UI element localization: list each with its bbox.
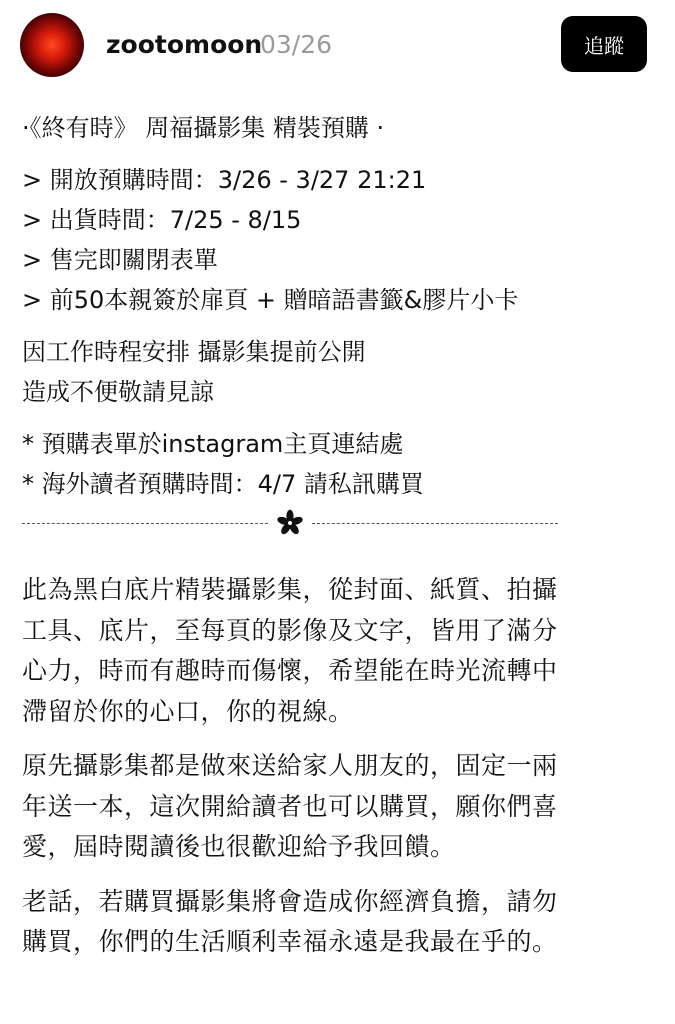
info-line: > 出貨時間：7/25 - 8/15: [22, 206, 302, 234]
post-body: [22, 108, 662, 963]
info-line: > 開放預購時間：3/26 - 3/27 21:21: [22, 166, 427, 194]
paragraph-line: 心力，時而有趣時而傷懷，希望能在時光流轉中: [22, 656, 558, 685]
paragraph: [22, 570, 662, 732]
paragraph-line: 購買，你們的生活順利幸福永遠是我最在乎的。: [22, 927, 558, 956]
username[interactable]: zootomoon: [106, 30, 263, 59]
notice-line: 因工作時程安排 攝影集提前公開: [22, 338, 366, 366]
paragraph: [22, 882, 662, 963]
notice-line: 造成不便敬請見諒: [22, 378, 214, 406]
paragraph-line: 原先攝影集都是做來送給家人朋友的，固定一兩: [22, 751, 558, 780]
flower-icon: [276, 509, 304, 537]
info-list: [22, 160, 662, 320]
post-header: [0, 0, 675, 90]
post-date: 03/26: [260, 30, 333, 59]
paragraph-line: 工具、底片，至每頁的影像及文字，皆用了滿分: [22, 615, 558, 645]
paragraph-line: 此為黑白底片精裝攝影集，從封面、紙質、拍攝: [22, 575, 558, 604]
divider-dash-left: [22, 523, 268, 524]
info-line: > 售完即關閉表單: [22, 246, 218, 274]
notes: [22, 424, 662, 504]
notice: [22, 332, 662, 412]
avatar[interactable]: [20, 13, 84, 77]
note-line: * 海外讀者預購時間：4/7 請私訊購買: [22, 470, 424, 498]
paragraph: [22, 746, 662, 868]
paragraph-line: 滯留於你的心口，你的視線。: [22, 696, 354, 726]
paragraph-line: 老話，若購買攝影集將會造成你經濟負擔，請勿: [22, 886, 558, 916]
section-divider: [22, 504, 558, 544]
note-line: * 預購表單於instagram主頁連結處: [22, 430, 404, 458]
divider-dash-right: [312, 523, 558, 524]
paragraph-line: 愛，屆時閱讀後也很歡迎給予我回饋。: [22, 832, 456, 861]
info-line: > 前50本親簽於扉頁 + 贈暗語書籤&膠片小卡: [22, 286, 519, 314]
post-title-line: ·《終有時》 周福攝影集 精裝預購 ·: [22, 114, 385, 142]
follow-button[interactable]: 追蹤: [561, 16, 647, 72]
paragraph-line: 年送一本，這次開給讀者也可以購買，願你們喜: [22, 791, 558, 821]
